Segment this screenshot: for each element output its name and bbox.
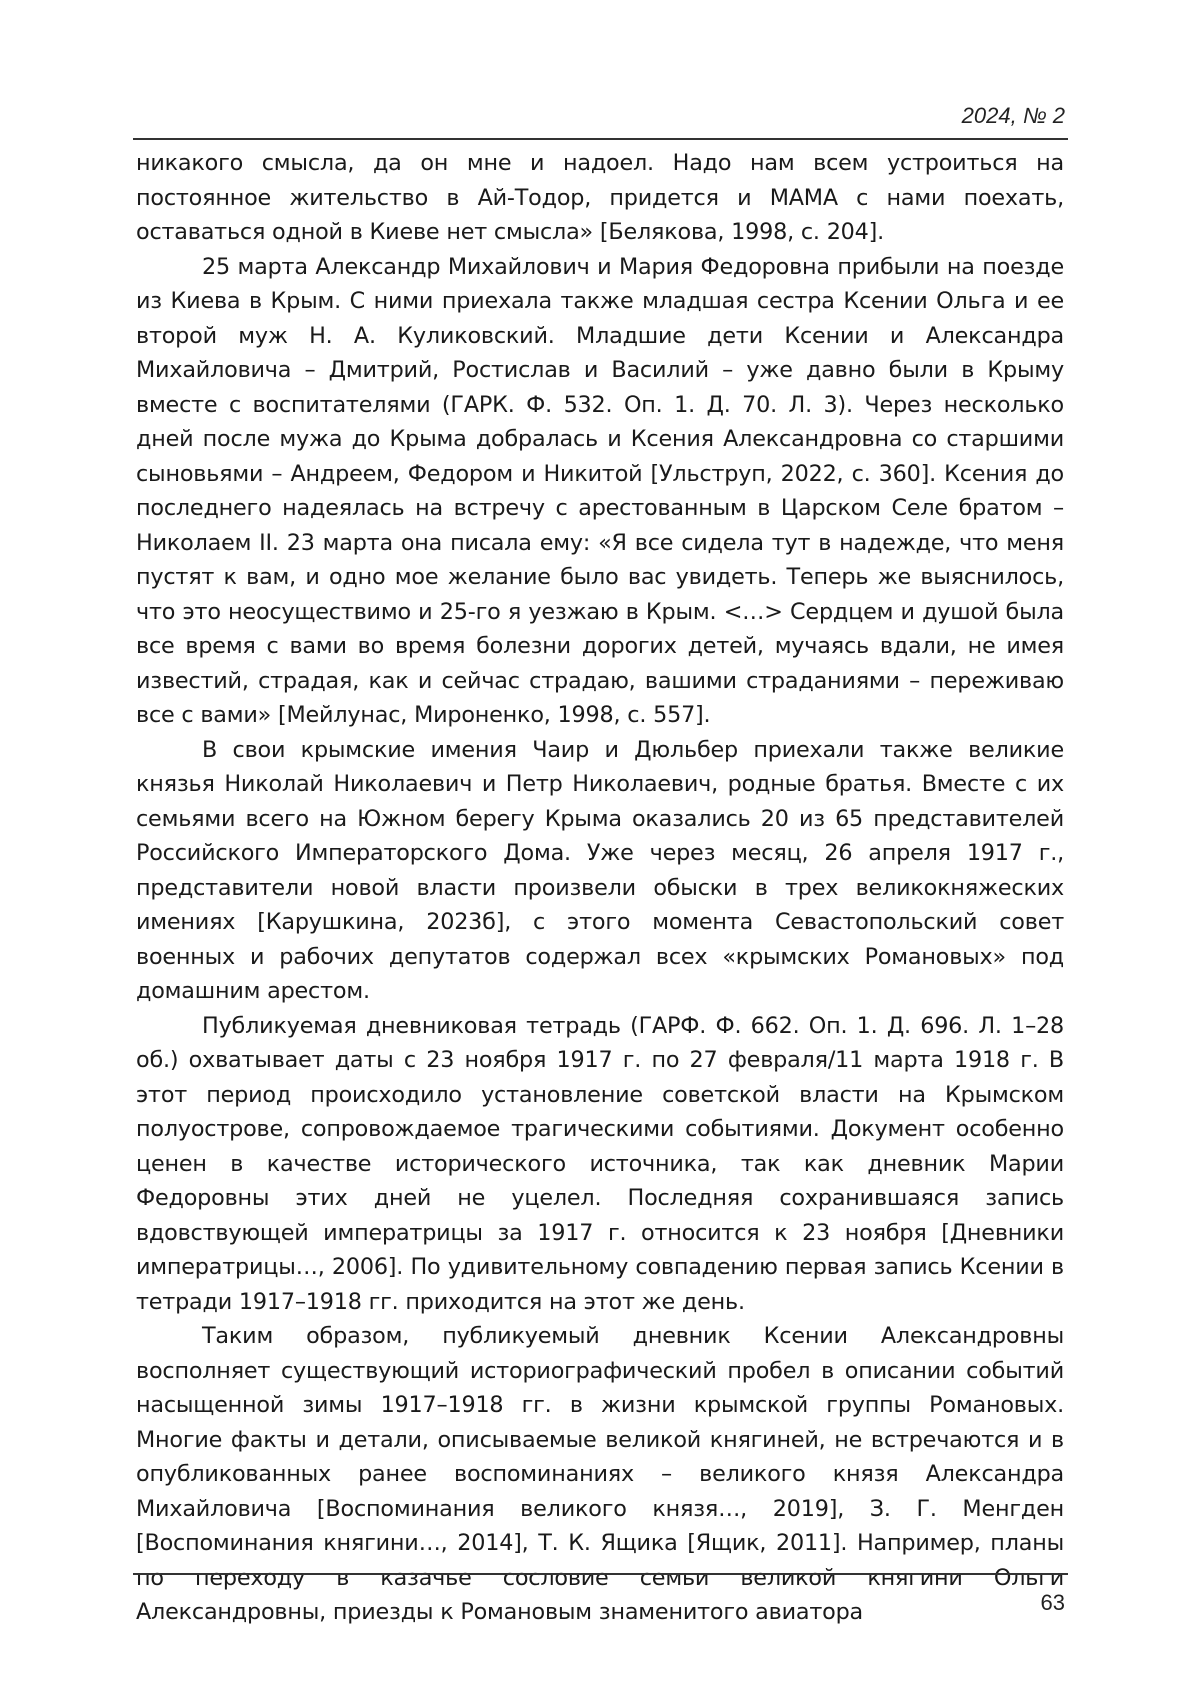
paragraph: Публикуемая дневниковая тетрадь (ГАРФ. Ф. 662. Оп. 1. Д. 696. Л. 1–28 об.) охватывает даты с 23 ноября 1917 г. по 27 февраля/11 марта 1918 г. В этот период происходило установление советской власти на Крымском полуострове, сопровождаемое трагическими событиями. Документ особенно ценен в качестве исторического источника, так как дневник Марии Федоровны этих дней не уцелел. Последняя сохранившаяся запись вдовствующей императрицы за 1917 г. относится к 23 ноября [Дневники императрицы…, 2006]. По удивительному совпадению первая запись Ксении в тетради 1917–1918 гг. приходится на этот же день. bbox=[136, 1012, 1064, 1315]
paragraph: В свои крымские имения Чаир и Дюльбер приехали также великие князья Николай Николаевич и Петр Николаевич, родные братья. Вместе с их семьями всего на Южном берегу Крыма оказались 20 из 65 представителей Российского Императорского Дома. Уже через месяц, 26 апреля 1917 г., представители новой власти произвели обыски в трех великокняжеских имениях [Карушкина, 2023б], с этого момента Севастопольский совет военных и рабочих депутатов содержал всех «крымских Романовых» под домашним арестом. bbox=[136, 736, 1064, 1004]
footer-rule bbox=[133, 1573, 1068, 1575]
paragraph: Таким образом, публикуемый дневник Ксении Александровны восполняет существующий историографический пробел в описании событий насыщенной зимы 1917–1918 гг. в жизни крымской группы Романовых. Многие факты и детали, описываемые великой княгиней, не встречаются и в опубликованных ранее воспоминаниях – великого князя Александра Михайловича [Воспоминания великого князя…, 2019], З. Г. Менгден [Воспоминания княгини…, 2014], Т. К. Ящика [Ящик, 2011]. Например, планы по переходу в казачье сословие семьи великой княгини Ольги Александровны, приезды к Романовым знаменитого авиатора bbox=[136, 1323, 1064, 1625]
paragraph: никакого смысла, да он мне и надоел. Надо нам всем устроиться на постоянное жительство в Ай-Тодор, придется и МАМА с нами поехать, оставаться одной в Киеве нет смысла» [Белякова, 1998, с. 204]. bbox=[136, 150, 1064, 245]
article-body bbox=[136, 146, 1064, 1630]
page-number: 63 bbox=[1040, 1590, 1065, 1615]
issue-number: 2024, № 2 bbox=[961, 103, 1065, 128]
header-rule bbox=[133, 138, 1068, 140]
paragraph: 25 марта Александр Михайлович и Мария Федоровна прибыли на поезде из Киева в Крым. С ними приехала также младшая сестра Ксении Ольга и ее второй муж Н. А. Куликовский. Младшие дети Ксении и Александра Михайловича – Дмитрий, Ростислав и Василий – уже давно были в Крыму вместе с воспитателями (ГАРК. Ф. 532. Оп. 1. Д. 70. Л. 3). Через несколько дней после мужа до Крыма добралась и Ксения Александровна со старшими сыновьями – Андреем, Федором и Никитой [Ульструп, 2022, с. 360]. Ксения до последнего надеялась на встречу с арестованным в Царском Селе братом – Николаем II. 23 марта она писала ему: «Я все сидела тут в надежде, что меня пустят к вам, и одно мое желание было вас увидеть. Теперь же выяснилось, что это неосуществимо и 25-го я уезжаю в Крым. <…> Сердцем и душой была все время с вами во время болезни дорогих детей, мучаясь вдали, не имея известий, страдая, как и сейчас страдаю, вашими страданиями – переживаю все с вами» [Мейлунас, Мироненко, 1998, с. 557]. bbox=[136, 253, 1064, 728]
